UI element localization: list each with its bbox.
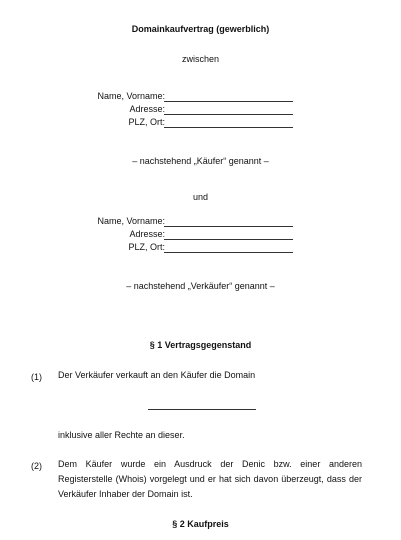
seller-address-row	[0, 229, 401, 241]
buyer-name-row	[0, 91, 401, 103]
seller-address-field[interactable]	[164, 239, 293, 240]
buyer-city-label: PLZ, Ort:	[128, 117, 165, 127]
buyer-name-label: Name, Vorname:	[97, 91, 165, 101]
buyer-address-row	[0, 104, 401, 116]
section-1-heading: § 1 Vertragsgegenstand	[149, 340, 252, 350]
paragraph-1-number: (1)	[31, 372, 42, 382]
buyer-address-field[interactable]	[164, 114, 293, 115]
paragraph-1-suffix: inklusive aller Rechte an dieser.	[58, 430, 185, 440]
contract-title: Domainkaufvertrag (gewerblich)	[131, 24, 270, 34]
seller-city-row	[0, 242, 401, 254]
buyer-city-field[interactable]	[164, 127, 293, 128]
buyer-designation: – nachstehend „Käufer“ genannt –	[132, 156, 269, 166]
buyer-city-row	[0, 117, 401, 129]
buyer-address-label: Adresse:	[129, 104, 165, 114]
paragraph-1-text: Der Verkäufer verkauft an den Käufer die Domain	[58, 370, 256, 380]
and-text: und	[192, 192, 209, 202]
paragraph-2-text: Dem Käufer wurde ein Ausdruck der Denic bzw. einer anderen Registerstelle (Whois) vorgelegt und er hat sich davon überzeugt, dass der Verkäufer Inhaber der Domain ist.	[58, 459, 362, 499]
seller-name-field[interactable]	[164, 226, 293, 227]
paragraph-2-number: (2)	[31, 461, 42, 471]
buyer-name-field[interactable]	[164, 101, 293, 102]
seller-city-label: PLZ, Ort:	[128, 242, 165, 252]
seller-name-row	[0, 216, 401, 228]
seller-name-label: Name, Vorname:	[97, 216, 165, 226]
seller-designation: – nachstehend „Verkäufer“ genannt –	[126, 281, 275, 291]
between-text: zwischen	[181, 54, 219, 64]
seller-address-label: Adresse:	[129, 229, 165, 239]
seller-city-field[interactable]	[164, 252, 293, 253]
domain-name-field[interactable]	[148, 409, 256, 410]
section-2-heading: § 2 Kaufpreis	[172, 519, 229, 529]
